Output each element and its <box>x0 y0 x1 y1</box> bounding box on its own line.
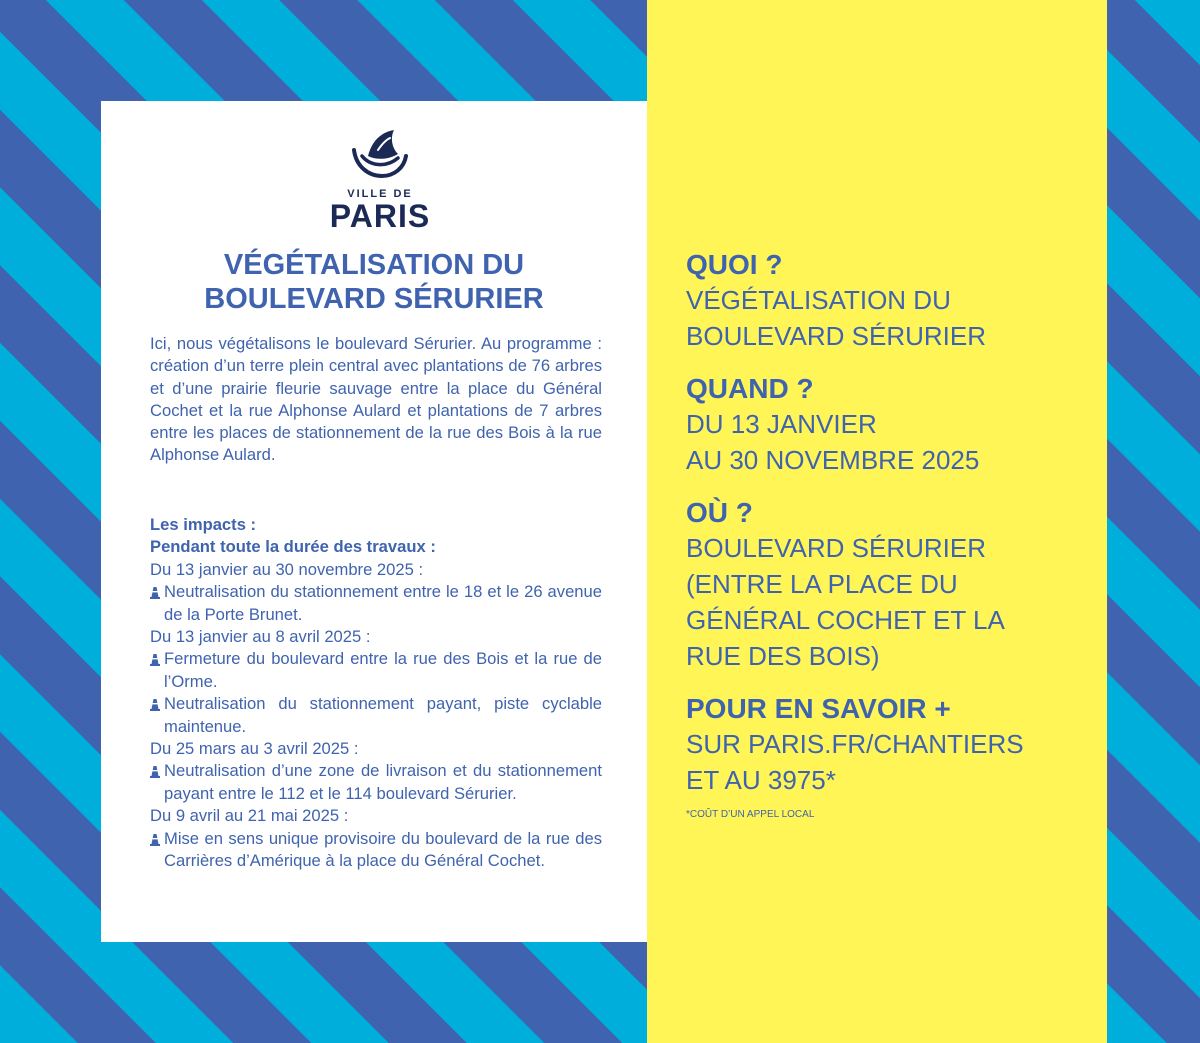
period-dates: Du 9 avril au 21 mai 2025 : <box>150 806 349 826</box>
impact-item <box>150 828 602 873</box>
section-quoi-heading: QUOI ? <box>686 249 783 280</box>
section-ou-line-2: (ENTRE LA PLACE DU <box>686 569 958 599</box>
impact-item-text: Neutralisation du stationnement entre le 18 et le 26 avenue de la Porte Brunet. <box>164 582 602 624</box>
page-title <box>101 248 647 316</box>
traffic-cone-icon <box>150 760 164 782</box>
ville-de-paris-logo <box>320 126 440 236</box>
section-ou <box>686 496 1086 674</box>
traffic-cone-icon <box>150 648 164 670</box>
footnote: *COÛT D’UN APPEL LOCAL <box>686 809 815 820</box>
section-quoi <box>686 248 1086 354</box>
section-ou-line-4: RUE DES BOIS) <box>686 641 880 671</box>
section-quand <box>686 372 1086 478</box>
section-quoi-line-2: BOULEVARD SÉRURIER <box>686 321 987 351</box>
section-savoir-line-1: SUR PARIS.FR/CHANTIERS <box>686 729 1024 759</box>
impact-item-text: Neutralisation du stationnement payant, piste cyclable maintenue. <box>164 694 602 736</box>
section-quand-line-1: DU 13 JANVIER <box>686 409 877 439</box>
impact-item <box>150 648 602 693</box>
section-quand-line-2: AU 30 NOVEMBRE 2025 <box>686 445 980 475</box>
intro-paragraph: Ici, nous végétalisons le boulevard Sérurier. Au programme : création d’un terre plein central avec plantations de 76 arbres et d’une prairie fleurie sauvage entre la place du Général Cochet et la rue Alphonse Aulard et plantations de 7 arbres entre les places de stationnement de la rue des Bois à la rue Alphonse Aulard. <box>150 334 602 465</box>
section-ou-line-3: GÉNÉRAL COCHET ET LA <box>686 605 1005 635</box>
page-title-line-1: VÉGÉTALISATION DU <box>223 249 525 281</box>
section-savoir-line-2: ET AU 3975* <box>686 765 836 795</box>
impacts-section <box>150 514 602 873</box>
impact-item-text: Fermeture du boulevard entre la rue des Bois et la rue de l’Orme. <box>164 649 602 691</box>
traffic-cone-icon <box>150 828 164 850</box>
impact-item <box>150 760 602 805</box>
section-savoir <box>686 692 1086 822</box>
traffic-cone-icon <box>150 693 164 715</box>
impacts-subheading: Pendant toute la durée des travaux : <box>150 537 436 557</box>
period-dates: Du 25 mars au 3 avril 2025 : <box>150 739 359 759</box>
impact-item <box>150 581 602 626</box>
impact-item-text: Neutralisation d’une zone de livraison et du stationnement payant entre le 112 et le 114 boulevard Sérurier. <box>164 761 602 803</box>
section-quand-heading: QUAND ? <box>686 373 814 404</box>
impact-item <box>150 693 602 738</box>
impact-item-text: Mise en sens unique provisoire du boulevard de la rue des Carrières d’Amérique à la place du Général Cochet. <box>164 828 602 871</box>
summary-column <box>686 248 1086 840</box>
logo-paris: PARIS <box>329 198 431 234</box>
page-title-line-2: BOULEVARD SÉRURIER <box>204 283 544 315</box>
section-savoir-heading: POUR EN SAVOIR + <box>686 693 951 724</box>
traffic-cone-icon <box>150 581 164 603</box>
period-dates: Du 13 janvier au 8 avril 2025 : <box>150 627 371 647</box>
period-dates: Du 13 janvier au 30 novembre 2025 : <box>150 559 424 579</box>
section-quoi-line-1: VÉGÉTALISATION DU <box>686 285 951 315</box>
paris-boat-icon <box>348 126 412 186</box>
section-ou-heading: OÙ ? <box>686 497 753 528</box>
logo-ville-de: VILLE DE <box>347 188 413 200</box>
impacts-heading: Les impacts : <box>150 515 257 534</box>
section-ou-line-1: BOULEVARD SÉRURIER <box>686 533 987 563</box>
